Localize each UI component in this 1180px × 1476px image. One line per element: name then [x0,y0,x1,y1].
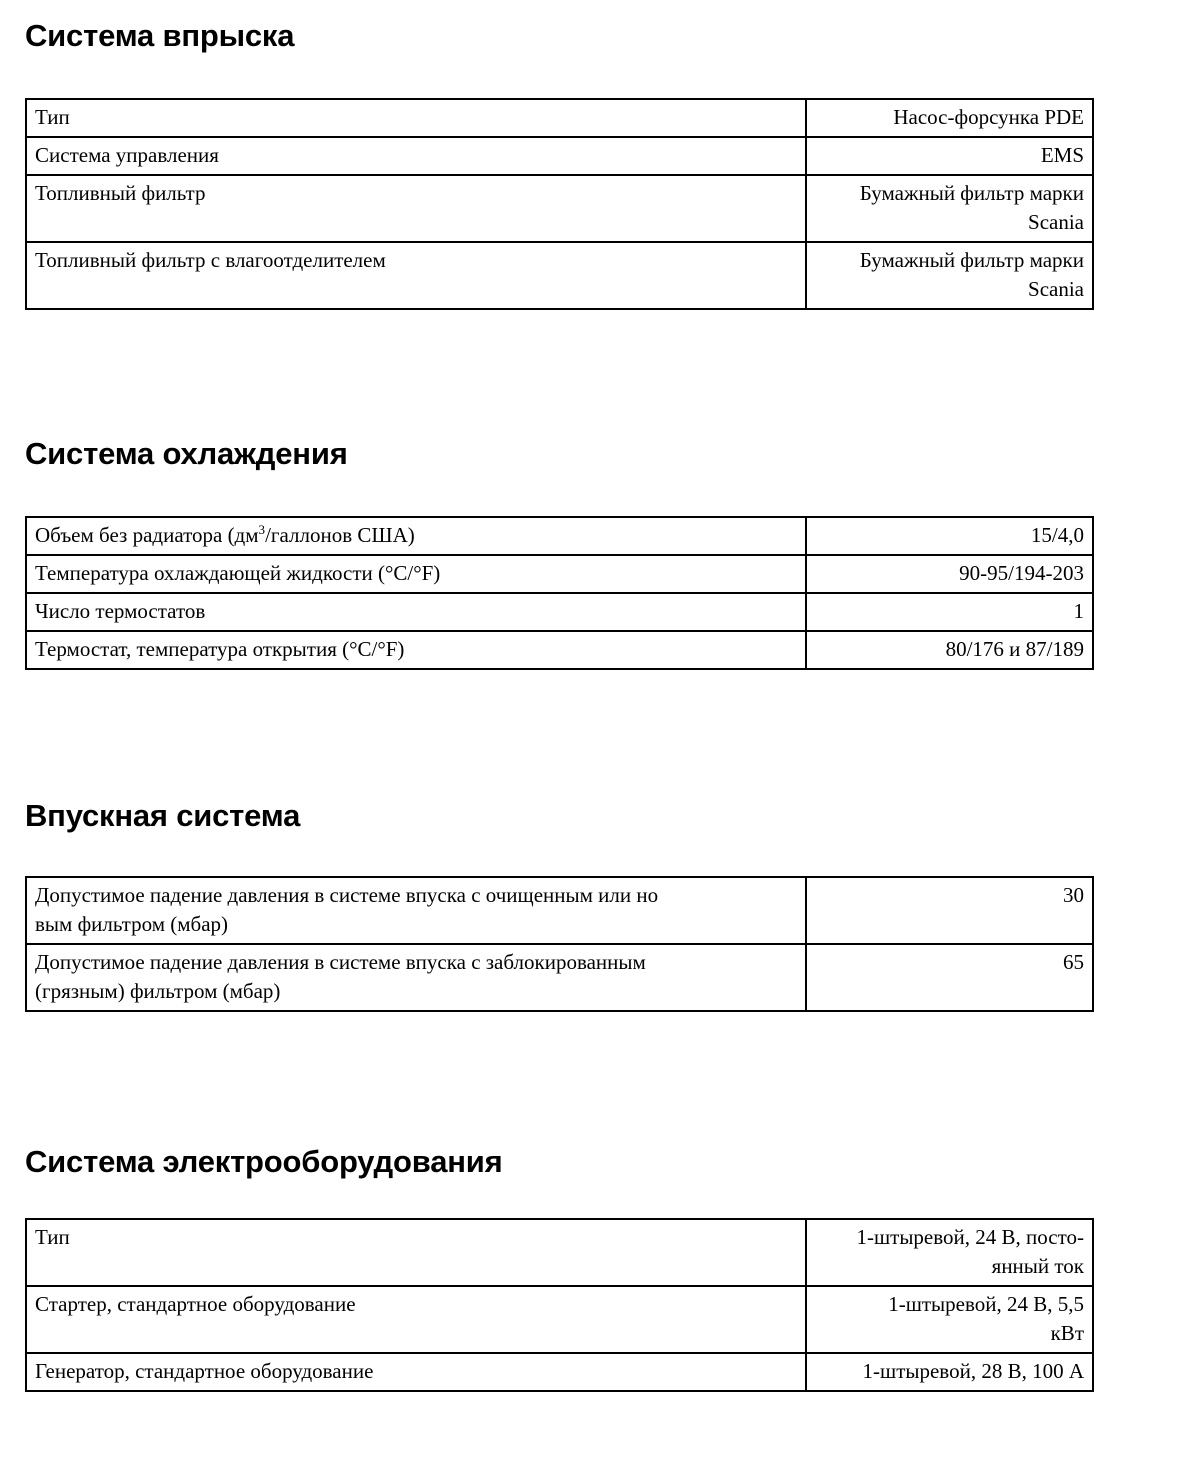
table-row [26,137,1093,175]
row-label: Тип [26,99,806,137]
row-value: 90-95/194-203 [806,555,1093,593]
row-value: Насос-форсунка PDE [806,99,1093,137]
row-value: 1-штыревой, 28 В, 100 А [806,1353,1093,1391]
section-heading-cooling: Система охлаждения [25,436,348,471]
spec-table-injection [25,98,1094,310]
superscript-three: 3 [258,522,266,537]
table-row [26,593,1093,631]
table-row [26,517,1093,555]
row-label: Система управления [26,137,806,175]
row-label: Температура охлаждающей жидкости (°C/°F) [26,555,806,593]
table-row [26,877,1093,944]
table-row [26,631,1093,669]
row-label: Число термостатов [26,593,806,631]
row-label: Тип [26,1219,806,1286]
row-label-with-superscript: Объем без радиатора ($дм^3$/галлонов США) [35,522,415,547]
section-heading-electrical: Система электрооборудования [25,1144,503,1179]
section-heading-intake: Впускная система [25,798,301,833]
row-value: 1-штыревой, 24 В, 5,5 кВт [806,1286,1093,1353]
row-value: 15/4,0 [806,517,1093,555]
row-label: Термостат, температура открытия (°C/°F) [26,631,806,669]
row-value: Бумажный фильтр марки Scania [806,242,1093,309]
table-row [26,1286,1093,1353]
row-value: 1-штыревой, 24 В, посто- янный ток [806,1219,1093,1286]
row-label [26,517,806,555]
row-label: Допустимое падение давления в системе впуска с очищенным или но вым фильтром (мбар) [26,877,806,944]
row-value: Бумажный фильтр марки Scania [806,175,1093,242]
table-row [26,242,1093,309]
spec-table-electrical [25,1218,1094,1392]
row-value: 80/176 и 87/189 [806,631,1093,669]
spec-table-intake [25,876,1094,1012]
row-label: Генератор, стандартное оборудование [26,1353,806,1391]
row-value: EMS [806,137,1093,175]
table-row [26,175,1093,242]
table-row [26,1353,1093,1391]
row-label: Топливный фильтр [26,175,806,242]
row-label: Топливный фильтр с влагоотделителем [26,242,806,309]
table-row [26,944,1093,1011]
table-row [26,99,1093,137]
spec-table-cooling [25,516,1094,670]
row-value: 65 [806,944,1093,1011]
table-row [26,555,1093,593]
row-value: 30 [806,877,1093,944]
table-row [26,1219,1093,1286]
section-heading-injection: Система впрыска [25,18,295,53]
row-value: 1 [806,593,1093,631]
row-label: Стартер, стандартное оборудование [26,1286,806,1353]
row-label: Допустимое падение давления в системе впуска с заблокированным (грязным) фильтром (мбар) [26,944,806,1011]
